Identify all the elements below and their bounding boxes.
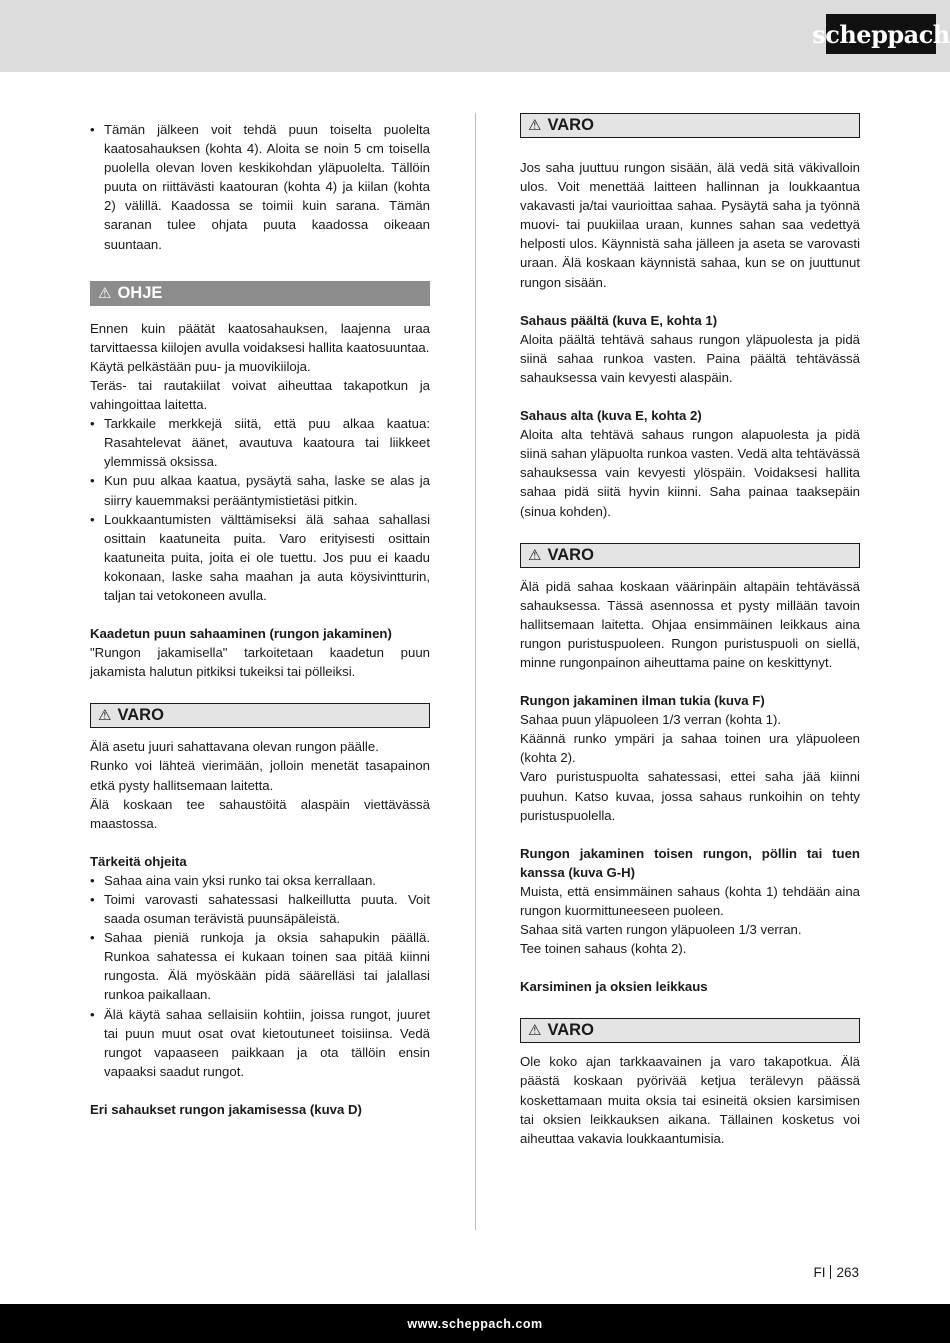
ohje-bullet-2: • Kun puu alkaa kaatua, pysäytä saha, laske se alas ja siirry kauemmaksi perääntymistietäsi pitkin. — [90, 471, 430, 509]
left-column — [90, 120, 430, 1119]
varo-label: VARO — [117, 706, 164, 725]
ohje-label: OHJE — [117, 283, 163, 302]
karsiminen-heading: Karsiminen ja oksien leikkaus — [520, 979, 708, 995]
paalta-text: Aloita päältä tehtävä sahaus rungon yläpuolesta ja pidä siinä sahaa runkoa vasten. Paina päältä tehtävässä sahauksessa vain kevyesti alaspäin. — [520, 331, 860, 385]
warning-icon: ⚠ — [528, 1022, 542, 1040]
language-code: FI — [813, 1265, 826, 1280]
eri-heading: Eri sahaukset rungon jakamisessa (kuva D) — [90, 1101, 362, 1117]
warning-icon: ⚠ — [98, 284, 112, 302]
column-divider — [475, 113, 476, 1230]
tarkeita-bullet-1: • Sahaa aina vain yksi runko tai oksa kerrallaan. — [90, 871, 430, 890]
ohje-bullet-1: • Tarkkaile merkkejä siitä, että puu alkaa kaatua: Rasahtelevat äänet, avautuva kaatoura tai liikkeet ylemmissä oksissa. — [90, 414, 430, 471]
ilman-paragraph-2: Käännä runko ympäri ja sahaa toinen ura yläpuoleen (kohta 2). — [520, 731, 860, 766]
ilman-paragraph-1: Sahaa puun yläpuoleen 1/3 verran (kohta 1). — [520, 712, 782, 728]
footer-band — [0, 1304, 950, 1343]
toisen-paragraph-2: Sahaa sitä varten rungon yläpuoleen 1/3 verran. — [520, 922, 802, 938]
warning-icon: ⚠ — [528, 116, 542, 134]
alta-text: Aloita alta tehtävä sahaus rungon alapuolesta ja pidä siinä sahan yläpuolta runkoa vasten. Vedä alta tehtävässä sahauksessa vain kevyesti ylöspäin. Voidaksesi hallita sahaa pidä siitä hyvin kiinni. Saha painaa taaksepäin (sinua kohden). — [520, 427, 860, 519]
ohje-paragraph-3: Teräs- tai rautakiilat voivat aiheuttaa takapotkun ja vahingoittaa laitetta. — [90, 377, 430, 413]
tarkeita-heading: Tärkeitä ohjeita — [90, 853, 187, 869]
intro-bullet: • Tämän jälkeen voit tehdä puun toiselta puolelta kaatosahauksen (kohta 4). Aloita se noin 5 cm toisella puolella olevan loven keskikohdan yläpuolelta. Tällöin puuta on riittävästi kaatouran (kohta 4) ja kiilan (kohta 2) välillä. Kaadossa se toimii kuin sarana. Tämän saranan tulee ohjata puuta kaadossa oikeaan suuntaan. — [90, 120, 430, 254]
tarkeita-bullet-4: • Älä käytä sahaa sellaisiin kohtiin, joissa rungot, juuret tai puun muut osat ovat kietoutuneet toisiinsa. Vedä rungot vapaaseen paikkaan ja ota tällöin ensin vapaaksi saadut rungot. — [90, 1005, 430, 1081]
header-band — [0, 0, 950, 72]
page-number-value: 263 — [836, 1265, 859, 1280]
page-separator — [830, 1265, 831, 1279]
varo-box-1 — [520, 113, 860, 138]
brand-logo: scheppach — [826, 14, 936, 54]
ohje-paragraph-2: Käytä pelkästään puu- ja muovikiiloja. — [90, 358, 311, 374]
alta-heading: Sahaus alta (kuva E, kohta 2) — [520, 408, 702, 424]
varo-box-3 — [520, 1018, 860, 1043]
kaadetun-heading: Kaadetun puun sahaaminen (rungon jakaminen) — [90, 626, 392, 642]
warning-icon: ⚠ — [98, 707, 112, 725]
varo-2-text: Älä pidä sahaa koskaan väärinpäin altapäin tehtävässä sahauksessa. Tässä asennossa et pysty millään tavoin hallitsemaan laitetta. Ohjaa ensimmäinen leikkaus aina rungon puristuspuoleen. Rungon puristuspuoli on siellä, minne rungonpainon aiheuttama paine on keskittynyt. — [520, 578, 860, 670]
toisen-paragraph-3: Tee toinen sahaus (kohta 2). — [520, 941, 687, 957]
varo-label: VARO — [547, 545, 594, 564]
ilman-heading: Rungon jakaminen ilman tukia (kuva F) — [520, 693, 765, 709]
page-number — [813, 1265, 859, 1280]
ilman-paragraph-3: Varo puristuspuolta sahatessasi, ettei saha jää kiinni puuhun. Katso kuvaa, jossa sahaus runkoihin on tehty puristuspuolella. — [520, 769, 860, 823]
ohje-box — [90, 281, 430, 306]
varo-paragraph-1: Älä asetu juuri sahattavana olevan rungon päälle. — [90, 739, 379, 755]
varo-3-text: Ole koko ajan tarkkaavainen ja varo takapotkua. Älä päästä koskaan pyörivää ketjua terälevyn päässä koskettamaan muita oksia tai esineitä oksien karsimisen tai oksien leikkauksen aikana. Tällainen kosketus voi aiheuttaa vakavia loukkaantumisia. — [520, 1054, 860, 1146]
warning-icon: ⚠ — [528, 546, 542, 564]
varo-paragraph-2: Runko voi lähteä vierimään, jolloin menetät tasapainon etkä pysty hallitsemaan laitetta. — [90, 758, 430, 793]
varo-box-2 — [520, 543, 860, 568]
toisen-heading: Rungon jakaminen toisen rungon, pöllin tai tuen kanssa (kuva G-H) — [520, 845, 860, 880]
ohje-bullet-3: • Loukkaantumisten välttämiseksi älä sahaa sahallasi osittain kaatuneita puita. Varo erityisesti osittain kaatuneita puita, joita ei ole tuettu. Jos puu ei kaadu kokonaan, laske saha maahan ja auta köysivintturin, taljan tai vetokoneen avulla. — [90, 510, 430, 605]
ohje-paragraph-1: Ennen kuin päätät kaatosahauksen, laajenna uraa tarvittaessa kiilojen avulla voidaksesi hallita kaatosuuntaa. — [90, 320, 430, 355]
tarkeita-bullet-3: • Sahaa pieniä runkoja ja oksia sahapukin päällä. Runkoa sahatessa ei kukaan toinen saa pitää kiinni rungosta. Älä myöskään pidä säärelläsi tai jalallasi runkoa paikallaan. — [90, 928, 430, 1004]
varo-box-left — [90, 703, 430, 728]
toisen-paragraph-1: Muista, että ensimmäinen sahaus (kohta 1) tehdään aina rungon kuormittuneeseen puoleen. — [520, 883, 860, 918]
varo-label: VARO — [547, 1021, 594, 1040]
varo-1-text: Jos saha juuttuu rungon sisään, älä vedä sitä väkivalloin ulos. Voit menettää laitteen hallinnan ja loukkaantua vakavasti ja/tai vaurioittaa sahaa. Pysäytä saha ja työnnä muovi- tai puukiilaa uraan, kunnes sahan saa vedettyä helposti ulos. Käynnistä saha jälleen ja aseta se varovasti uraan. Älä koskaan käynnistä sahaa, kun se on juuttunut rungon sisään. — [520, 160, 860, 290]
paalta-heading: Sahaus päältä (kuva E, kohta 1) — [520, 312, 718, 328]
right-column — [520, 113, 860, 1148]
kaadetun-text: "Rungon jakamisella" tarkoitetaan kaadetun puun jakamista halutun pitkiksi tukeiksi tai pölleiksi. — [90, 645, 430, 680]
tarkeita-bullet-2: • Toimi varovasti sahatessasi halkeillutta puuta. Voit saada osuman terävistä puunsäpäleistä. — [90, 890, 430, 928]
footer-url[interactable]: www.scheppach.com — [407, 1316, 543, 1331]
varo-label: VARO — [547, 115, 594, 134]
varo-paragraph-3: Älä koskaan tee sahaustöitä alaspäin viettävässä maastossa. — [90, 796, 430, 831]
